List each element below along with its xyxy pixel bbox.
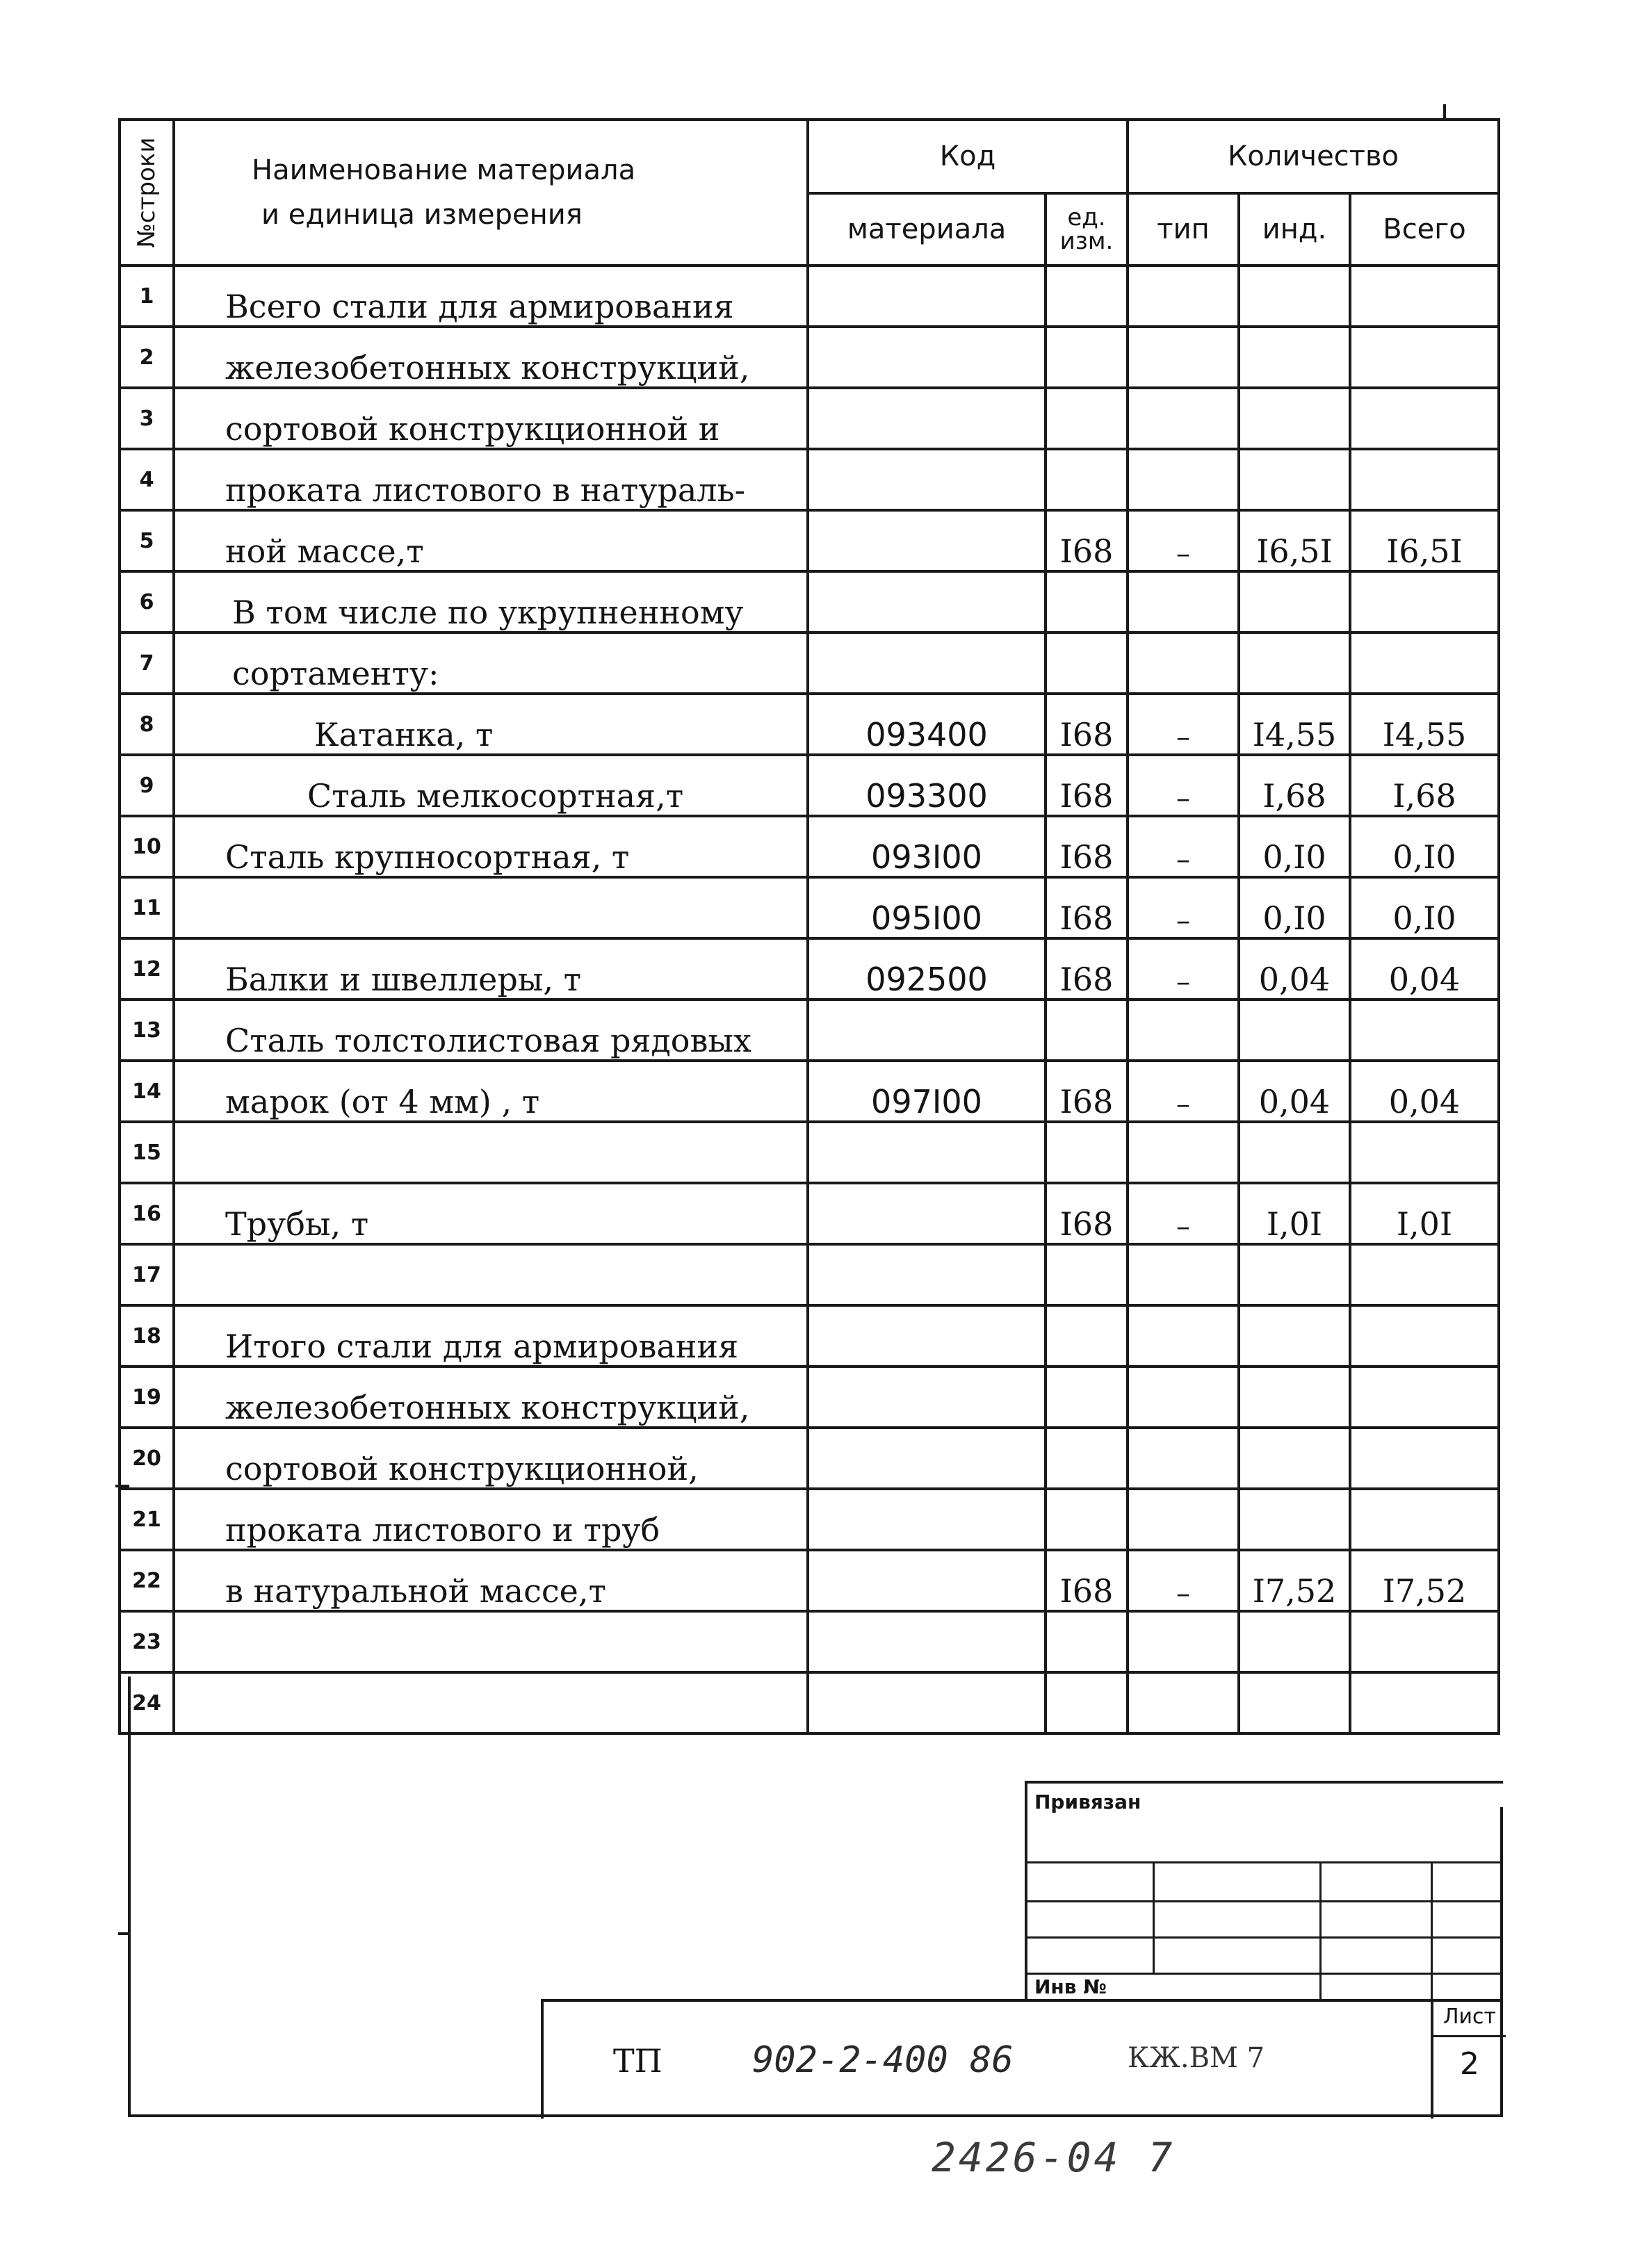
row-number: 11 bbox=[120, 877, 174, 938]
row-type: – bbox=[1128, 1183, 1239, 1244]
row-name: Сталь крупносортная, т bbox=[174, 816, 808, 877]
header-q-type: тип bbox=[1128, 193, 1239, 266]
row-total: I,0I bbox=[1350, 1183, 1499, 1244]
stamp-line bbox=[1319, 1861, 1322, 1999]
row-type bbox=[1128, 449, 1239, 510]
row-ind: I7,52 bbox=[1239, 1550, 1350, 1611]
row-type bbox=[1128, 388, 1239, 449]
table-row bbox=[120, 327, 1499, 388]
row-ind: 0,04 bbox=[1239, 938, 1350, 1000]
row-unit: I68 bbox=[1046, 694, 1128, 755]
row-number: 24 bbox=[120, 1672, 174, 1733]
row-total: I4,55 bbox=[1350, 694, 1499, 755]
row-name: Всего стали для армирования bbox=[174, 266, 808, 327]
row-name: сортаменту: bbox=[174, 633, 808, 694]
bottom-archive-number: 2426-04 7 bbox=[932, 2134, 1176, 2181]
row-total: I,68 bbox=[1350, 755, 1499, 816]
row-name: Сталь мелкосортная,т bbox=[174, 755, 808, 816]
row-unit bbox=[1046, 571, 1128, 633]
row-code bbox=[808, 266, 1046, 327]
row-unit bbox=[1046, 266, 1128, 327]
table-row bbox=[120, 1000, 1499, 1061]
row-type bbox=[1128, 1428, 1239, 1489]
row-ind bbox=[1239, 1428, 1350, 1489]
row-name: Катанка, т bbox=[174, 694, 808, 755]
table-row bbox=[120, 449, 1499, 510]
row-number: 2 bbox=[120, 327, 174, 388]
row-type bbox=[1128, 327, 1239, 388]
row-ind bbox=[1239, 1000, 1350, 1061]
table-row bbox=[120, 694, 1499, 755]
header-quantity: Количество bbox=[1128, 120, 1499, 193]
row-total bbox=[1350, 633, 1499, 694]
row-total bbox=[1350, 1672, 1499, 1733]
table-row bbox=[120, 1611, 1499, 1672]
row-type: – bbox=[1128, 816, 1239, 877]
row-unit: I68 bbox=[1046, 1061, 1128, 1122]
row-number: 1 bbox=[120, 266, 174, 327]
table-row bbox=[120, 938, 1499, 1000]
row-total: 0,I0 bbox=[1350, 877, 1499, 938]
row-unit: I68 bbox=[1046, 510, 1128, 571]
row-name bbox=[174, 1611, 808, 1672]
row-code bbox=[808, 327, 1046, 388]
header-q-ind: инд. bbox=[1239, 193, 1350, 266]
table-row bbox=[120, 1672, 1499, 1733]
row-unit: I68 bbox=[1046, 816, 1128, 877]
header-q-total: Всего bbox=[1350, 193, 1499, 266]
row-unit bbox=[1046, 1000, 1128, 1061]
row-code bbox=[808, 1672, 1046, 1733]
row-number: 6 bbox=[120, 571, 174, 633]
row-total bbox=[1350, 1428, 1499, 1489]
row-unit bbox=[1046, 1305, 1128, 1366]
sheet-box bbox=[1431, 2002, 1506, 2119]
row-unit: I68 bbox=[1046, 755, 1128, 816]
row-number: 8 bbox=[120, 694, 174, 755]
header-code: Код bbox=[808, 120, 1128, 193]
row-unit bbox=[1046, 1672, 1128, 1733]
header-row-number bbox=[120, 120, 174, 266]
title-block bbox=[541, 1999, 1503, 2119]
row-type bbox=[1128, 1000, 1239, 1061]
row-code: 093I00 bbox=[808, 816, 1046, 877]
row-ind: I6,5I bbox=[1239, 510, 1350, 571]
row-name: марок (от 4 мм) , т bbox=[174, 1061, 808, 1122]
table-row bbox=[120, 1244, 1499, 1305]
row-total bbox=[1350, 449, 1499, 510]
row-ind bbox=[1239, 1305, 1350, 1366]
row-number: 20 bbox=[120, 1428, 174, 1489]
table-row bbox=[120, 633, 1499, 694]
row-type: – bbox=[1128, 755, 1239, 816]
table-row bbox=[120, 816, 1499, 877]
row-code bbox=[808, 449, 1046, 510]
row-ind bbox=[1239, 266, 1350, 327]
stamp-linked-label: Привязан bbox=[1034, 1790, 1141, 1813]
row-name: Итого стали для армирования bbox=[174, 1305, 808, 1366]
row-type bbox=[1128, 633, 1239, 694]
row-unit bbox=[1046, 1428, 1128, 1489]
row-unit: I68 bbox=[1046, 1550, 1128, 1611]
row-type: – bbox=[1128, 877, 1239, 938]
row-ind bbox=[1239, 1244, 1350, 1305]
row-code: 093300 bbox=[808, 755, 1046, 816]
row-code bbox=[808, 1428, 1046, 1489]
row-ind: I,0I bbox=[1239, 1183, 1350, 1244]
row-ind bbox=[1239, 1672, 1350, 1733]
row-name: Балки и швеллеры, т bbox=[174, 938, 808, 1000]
row-number: 5 bbox=[120, 510, 174, 571]
row-code bbox=[808, 1000, 1046, 1061]
header-row-number-label: №строки bbox=[133, 137, 161, 248]
row-total bbox=[1350, 388, 1499, 449]
row-type bbox=[1128, 1489, 1239, 1550]
row-ind: 0,I0 bbox=[1239, 816, 1350, 877]
row-number: 12 bbox=[120, 938, 174, 1000]
row-ind: 0,04 bbox=[1239, 1061, 1350, 1122]
row-name bbox=[174, 1244, 808, 1305]
row-total: 0,I0 bbox=[1350, 816, 1499, 877]
row-total bbox=[1350, 327, 1499, 388]
row-type: – bbox=[1128, 694, 1239, 755]
table-row bbox=[120, 510, 1499, 571]
row-unit bbox=[1046, 1489, 1128, 1550]
row-unit bbox=[1046, 1122, 1128, 1183]
row-code bbox=[808, 1244, 1046, 1305]
row-code bbox=[808, 1122, 1046, 1183]
row-total bbox=[1350, 1244, 1499, 1305]
title-doc-suffix: КЖ.ВМ 7 bbox=[1128, 2042, 1265, 2074]
row-type bbox=[1128, 1122, 1239, 1183]
row-name bbox=[174, 1672, 808, 1733]
row-number: 13 bbox=[120, 1000, 174, 1061]
row-total bbox=[1350, 266, 1499, 327]
row-code bbox=[808, 571, 1046, 633]
row-code: 093400 bbox=[808, 694, 1046, 755]
row-name: сортовой конструкционной и bbox=[174, 388, 808, 449]
row-ind: I4,55 bbox=[1239, 694, 1350, 755]
header-name-line2: и единица измерения bbox=[261, 199, 583, 231]
row-name: железобетонных конструкций, bbox=[174, 327, 808, 388]
approval-stamp bbox=[1025, 1781, 1503, 1999]
row-total: I7,52 bbox=[1350, 1550, 1499, 1611]
stamp-line bbox=[1431, 1861, 1433, 1999]
row-type bbox=[1128, 1244, 1239, 1305]
row-name: в натуральной массе,т bbox=[174, 1550, 808, 1611]
row-code bbox=[808, 1489, 1046, 1550]
table-row bbox=[120, 571, 1499, 633]
table-row bbox=[120, 1183, 1499, 1244]
header-code-material: материала bbox=[808, 193, 1046, 266]
row-type: – bbox=[1128, 1061, 1239, 1122]
row-name: ной массе,т bbox=[174, 510, 808, 571]
table-row bbox=[120, 1428, 1499, 1489]
row-ind bbox=[1239, 1489, 1350, 1550]
row-code: 092500 bbox=[808, 938, 1046, 1000]
row-name: проката листового в натураль- bbox=[174, 449, 808, 510]
row-name: Трубы, т bbox=[174, 1183, 808, 1244]
row-type: – bbox=[1128, 938, 1239, 1000]
row-total: I6,5I bbox=[1350, 510, 1499, 571]
row-number: 14 bbox=[120, 1061, 174, 1122]
row-ind: I,68 bbox=[1239, 755, 1350, 816]
title-project-code: 902-2-400 86 bbox=[752, 2039, 1014, 2081]
table-row bbox=[120, 1122, 1499, 1183]
row-number: 19 bbox=[120, 1366, 174, 1428]
table-row bbox=[120, 1550, 1499, 1611]
sheet-number: 2 bbox=[1460, 2046, 1479, 2082]
stamp-line bbox=[1500, 1818, 1502, 1999]
row-ind: 0,I0 bbox=[1239, 877, 1350, 938]
row-total bbox=[1350, 571, 1499, 633]
row-number: 22 bbox=[120, 1550, 174, 1611]
row-name: Сталь толстолистовая рядовых bbox=[174, 1000, 808, 1061]
row-type: – bbox=[1128, 1550, 1239, 1611]
row-unit: I68 bbox=[1046, 877, 1128, 938]
row-unit bbox=[1046, 1244, 1128, 1305]
row-total bbox=[1350, 1366, 1499, 1428]
row-code bbox=[808, 1183, 1046, 1244]
row-number: 10 bbox=[120, 816, 174, 877]
row-type bbox=[1128, 571, 1239, 633]
row-name bbox=[174, 1122, 808, 1183]
row-ind bbox=[1239, 1611, 1350, 1672]
row-type bbox=[1128, 1366, 1239, 1428]
row-number: 3 bbox=[120, 388, 174, 449]
row-type bbox=[1128, 1611, 1239, 1672]
row-code bbox=[808, 388, 1046, 449]
row-total bbox=[1350, 1489, 1499, 1550]
row-unit bbox=[1046, 1366, 1128, 1428]
row-number: 23 bbox=[120, 1611, 174, 1672]
row-unit bbox=[1046, 327, 1128, 388]
table-row bbox=[120, 755, 1499, 816]
row-type: – bbox=[1128, 510, 1239, 571]
row-code: 095I00 bbox=[808, 877, 1046, 938]
row-name: сортовой конструкционной, bbox=[174, 1428, 808, 1489]
table-row bbox=[120, 1366, 1499, 1428]
row-type bbox=[1128, 1305, 1239, 1366]
row-unit bbox=[1046, 1611, 1128, 1672]
row-ind bbox=[1239, 449, 1350, 510]
row-name: железобетонных конструкций, bbox=[174, 1366, 808, 1428]
row-number: 9 bbox=[120, 755, 174, 816]
row-code bbox=[808, 633, 1046, 694]
row-code bbox=[808, 1366, 1046, 1428]
row-type bbox=[1128, 266, 1239, 327]
materials-table bbox=[118, 118, 1500, 1735]
sheet-label: Лист bbox=[1433, 2005, 1506, 2037]
row-unit bbox=[1046, 449, 1128, 510]
title-tp: ТП bbox=[613, 2042, 663, 2080]
header-code-unit: ед. изм. bbox=[1046, 193, 1128, 266]
table-row bbox=[120, 266, 1499, 327]
row-ind bbox=[1239, 633, 1350, 694]
row-code bbox=[808, 1550, 1046, 1611]
row-total bbox=[1350, 1000, 1499, 1061]
table-row bbox=[120, 1061, 1499, 1122]
row-total bbox=[1350, 1122, 1499, 1183]
table-row bbox=[120, 1305, 1499, 1366]
row-name bbox=[174, 877, 808, 938]
row-total bbox=[1350, 1305, 1499, 1366]
row-code bbox=[808, 510, 1046, 571]
table-row bbox=[120, 877, 1499, 938]
row-name: В том числе по укрупненному bbox=[174, 571, 808, 633]
frame-left-line bbox=[128, 1676, 131, 2117]
table-row bbox=[120, 388, 1499, 449]
row-unit bbox=[1046, 633, 1128, 694]
row-unit: I68 bbox=[1046, 1183, 1128, 1244]
row-code bbox=[808, 1305, 1046, 1366]
table-row bbox=[120, 1489, 1499, 1550]
frame-tick bbox=[118, 1932, 131, 1935]
row-total: 0,04 bbox=[1350, 1061, 1499, 1122]
row-number: 18 bbox=[120, 1305, 174, 1366]
row-number: 21 bbox=[120, 1489, 174, 1550]
row-total: 0,04 bbox=[1350, 938, 1499, 1000]
stamp-line bbox=[1153, 1861, 1155, 1973]
row-unit: I68 bbox=[1046, 938, 1128, 1000]
row-name: проката листового и труб bbox=[174, 1489, 808, 1550]
row-ind bbox=[1239, 327, 1350, 388]
row-type bbox=[1128, 1672, 1239, 1733]
row-total bbox=[1350, 1611, 1499, 1672]
row-code: 097I00 bbox=[808, 1061, 1046, 1122]
row-ind bbox=[1239, 571, 1350, 633]
row-ind bbox=[1239, 1122, 1350, 1183]
stamp-inv-label: Инв № bbox=[1034, 1975, 1107, 1998]
header-name bbox=[174, 120, 808, 266]
row-code bbox=[808, 1611, 1046, 1672]
row-ind bbox=[1239, 388, 1350, 449]
row-number: 17 bbox=[120, 1244, 174, 1305]
frame-tick bbox=[1443, 104, 1446, 120]
frame-tick bbox=[115, 1485, 129, 1487]
row-ind bbox=[1239, 1366, 1350, 1428]
row-number: 15 bbox=[120, 1122, 174, 1183]
row-unit bbox=[1046, 388, 1128, 449]
header-name-line1: Наименование материала bbox=[252, 154, 636, 186]
row-number: 16 bbox=[120, 1183, 174, 1244]
row-number: 7 bbox=[120, 633, 174, 694]
row-number: 4 bbox=[120, 449, 174, 510]
